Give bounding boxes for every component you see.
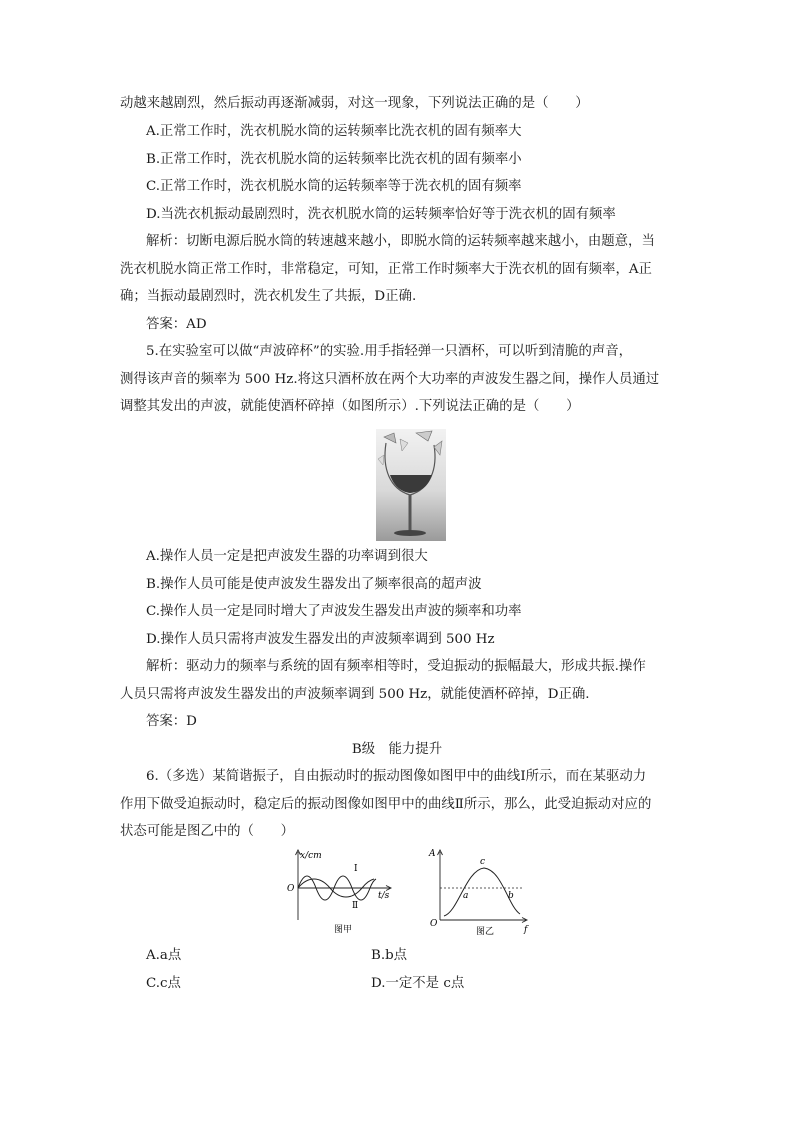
q5-analysis-line2: 人员只需将声波发生器发出的声波频率调到 500 Hz，就能使酒杯碎掉，D正确. bbox=[120, 687, 590, 702]
figure-jia bbox=[282, 846, 394, 938]
q5-stem-line2: 测得该声音的频率为 500 Hz.将这只酒杯放在两个大功率的声波发生器之间，操作人员通过 bbox=[120, 372, 660, 387]
yi-point-c: c bbox=[480, 857, 486, 867]
yi-point-b: b bbox=[508, 891, 514, 901]
q4-analysis-line3: 确；当振动最剧烈时，洗衣机发生了共振，D正确. bbox=[120, 289, 417, 304]
q6-stem-line1: 6.（多选）某简谐振子，自由振动时的振动图像如图甲中的曲线Ⅰ所示，而在某驱动力 bbox=[146, 769, 647, 784]
yi-ylabel: A bbox=[429, 849, 436, 859]
q5-analysis-line1: 解析：驱动力的频率与系统的固有频率相等时，受迫振动的振幅最大，形成共振.操作 bbox=[146, 659, 646, 674]
q4-option-b: B.正常工作时，洗衣机脱水筒的运转频率比洗衣机的固有频率小 bbox=[146, 152, 522, 167]
q5-option-d: D.操作人员只需将声波发生器发出的声波频率调到 500 Hz bbox=[146, 632, 495, 647]
yi-caption: 图乙 bbox=[476, 927, 495, 937]
q6-option-d: D.一定不是 c点 bbox=[371, 976, 465, 991]
q5-option-a: A.操作人员一定是把声波发生器的功率调到很大 bbox=[146, 549, 428, 564]
q6-option-c: C.c点 bbox=[146, 976, 181, 991]
shattering-wine-glass-image bbox=[376, 429, 446, 541]
q4-option-a: A.正常工作时，洗衣机脱水筒的运转频率比洗衣机的固有频率大 bbox=[146, 124, 522, 139]
q5-option-c: C.操作人员一定是同时增大了声波发生器发出声波的频率和功率 bbox=[146, 604, 522, 619]
jia-curve2-label: Ⅱ bbox=[352, 901, 359, 911]
q4-option-c: C.正常工作时，洗衣机脱水筒的运转频率等于洗衣机的固有频率 bbox=[146, 179, 522, 194]
yi-origin: O bbox=[430, 919, 438, 929]
q6-option-a: A.a点 bbox=[146, 948, 182, 963]
q4-stem-cont: 动越来越剧烈，然后振动再逐渐减弱，对这一现象，下列说法正确的是（ ） bbox=[120, 96, 589, 111]
section-heading: B级 能力提升 bbox=[351, 742, 443, 757]
jia-curve1-label: Ⅰ bbox=[354, 864, 358, 874]
q6-stem-line3: 状态可能是图乙中的（ ） bbox=[120, 824, 295, 839]
yi-point-a: a bbox=[463, 891, 469, 901]
q4-analysis-line1: 解析：切断电源后脱水筒的转速越来越小，即脱水筒的运转频率越来越小，由题意，当 bbox=[146, 234, 655, 249]
q5-stem-line3: 调整其发出的声波，就能使酒杯碎掉（如图所示）.下列说法正确的是（ ） bbox=[120, 399, 580, 414]
q5-answer: 答案：D bbox=[146, 714, 197, 729]
q6-option-b: B.b点 bbox=[371, 948, 408, 963]
jia-ylabel: x/cm bbox=[300, 851, 322, 861]
q4-option-d: D.当洗衣机振动最剧烈时，洗衣机脱水筒的运转频率恰好等于洗衣机的固有频率 bbox=[146, 207, 616, 222]
q5-option-b: B.操作人员可能是使声波发生器发出了频率很高的超声波 bbox=[146, 577, 482, 592]
q5-stem-line1: 5.在实验室可以做“声波碎杯”的实验.用手指轻弹一只酒杯，可以听到清脆的声音， bbox=[146, 344, 633, 359]
q4-analysis-line2: 洗衣机脱水筒正常工作时，非常稳定，可知，正常工作时频率大于洗衣机的固有频率，A正 bbox=[120, 262, 652, 277]
yi-xlabel: f bbox=[524, 925, 528, 935]
jia-xlabel: t/s bbox=[378, 891, 390, 901]
jia-caption: 图甲 bbox=[334, 925, 353, 935]
jia-origin: O bbox=[287, 884, 295, 894]
q6-stem-line2: 作用下做受迫振动时，稳定后的振动图像如图甲中的曲线Ⅱ所示，那么，此受迫振动对应的 bbox=[120, 797, 652, 812]
q4-answer: 答案：AD bbox=[146, 317, 207, 332]
figure-yi bbox=[426, 846, 536, 938]
